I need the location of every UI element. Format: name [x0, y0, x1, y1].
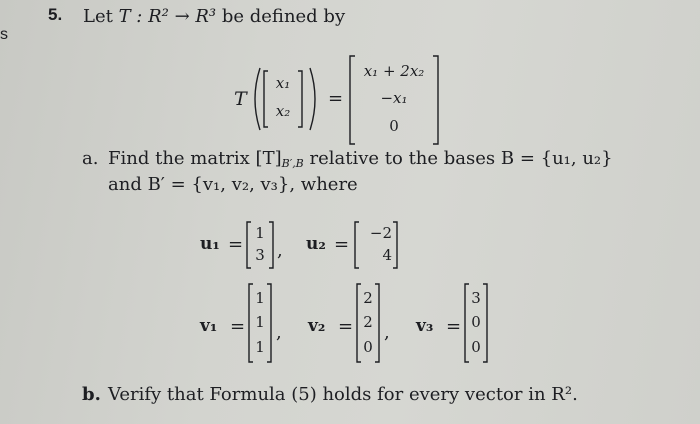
v3-equals: = — [446, 316, 462, 337]
v2-entry: 2 — [363, 288, 373, 307]
definition-equals: = — [328, 88, 344, 109]
u2-entry: 4 — [382, 246, 392, 265]
v1-entry: 1 — [255, 338, 265, 357]
part-b-text: Verify that Formula (5) holds for every vector in R². — [108, 384, 578, 405]
v3-entry: 3 — [471, 288, 481, 307]
problem-intro — [83, 8, 345, 26]
v3-entry: 0 — [471, 313, 481, 332]
output-vector — [352, 58, 436, 140]
page-edge-letter: s — [0, 26, 8, 43]
v-separator: , — [276, 322, 282, 343]
intro-lead: Let — [83, 6, 119, 27]
v2-equals: = — [338, 316, 354, 337]
output-entry: −x₁ — [380, 89, 408, 108]
part-a-line1-tail: relative to the bases B = {u₁, u₂} — [303, 148, 613, 169]
v1-entry: 1 — [255, 313, 265, 332]
v3-name: v₃ — [416, 316, 434, 336]
part-b-label: b. — [82, 384, 101, 405]
part-a-line1 — [108, 150, 613, 169]
intro-tail: be defined by — [216, 6, 346, 27]
u-separator: , — [277, 240, 283, 261]
part-a-line1-text: Find the matrix [T] — [108, 148, 282, 169]
u2-vector — [358, 223, 392, 267]
v1-equals: = — [230, 316, 246, 337]
v3-vector — [467, 286, 485, 360]
v2-name: v₂ — [308, 316, 326, 336]
part-a-label: a. — [82, 148, 99, 169]
u1-vector — [250, 223, 270, 267]
v2-vector — [359, 286, 377, 360]
u1-entry: 3 — [255, 246, 265, 265]
u1-entry: 1 — [255, 224, 265, 243]
operator-T: T — [234, 88, 247, 110]
u2-equals: = — [334, 234, 350, 255]
input-vector — [268, 70, 298, 126]
v3-entry: 0 — [471, 338, 481, 357]
u1-name: u₁ — [200, 234, 220, 254]
output-entry: x₁ + 2x₂ — [363, 62, 425, 81]
v-separator: , — [384, 322, 390, 343]
v1-vector — [251, 286, 269, 360]
u2-entry: −2 — [369, 224, 392, 243]
part-a-line2: and B′ = {v₁, v₂, v₃}, where — [108, 174, 358, 195]
input-entry: x₁ — [275, 74, 291, 93]
input-entry: x₂ — [275, 102, 291, 121]
v1-name: v₁ — [200, 316, 218, 336]
output-entry: 0 — [389, 116, 399, 135]
intro-map: T : R² → R³ — [118, 6, 217, 27]
u1-equals: = — [228, 234, 244, 255]
v1-entry: 1 — [255, 288, 265, 307]
u2-name: u₂ — [306, 234, 326, 254]
v2-entry: 0 — [363, 338, 373, 357]
problem-number: 5. — [48, 5, 63, 24]
part-a-subscript: B′,B — [281, 157, 304, 170]
v2-entry: 2 — [363, 313, 373, 332]
